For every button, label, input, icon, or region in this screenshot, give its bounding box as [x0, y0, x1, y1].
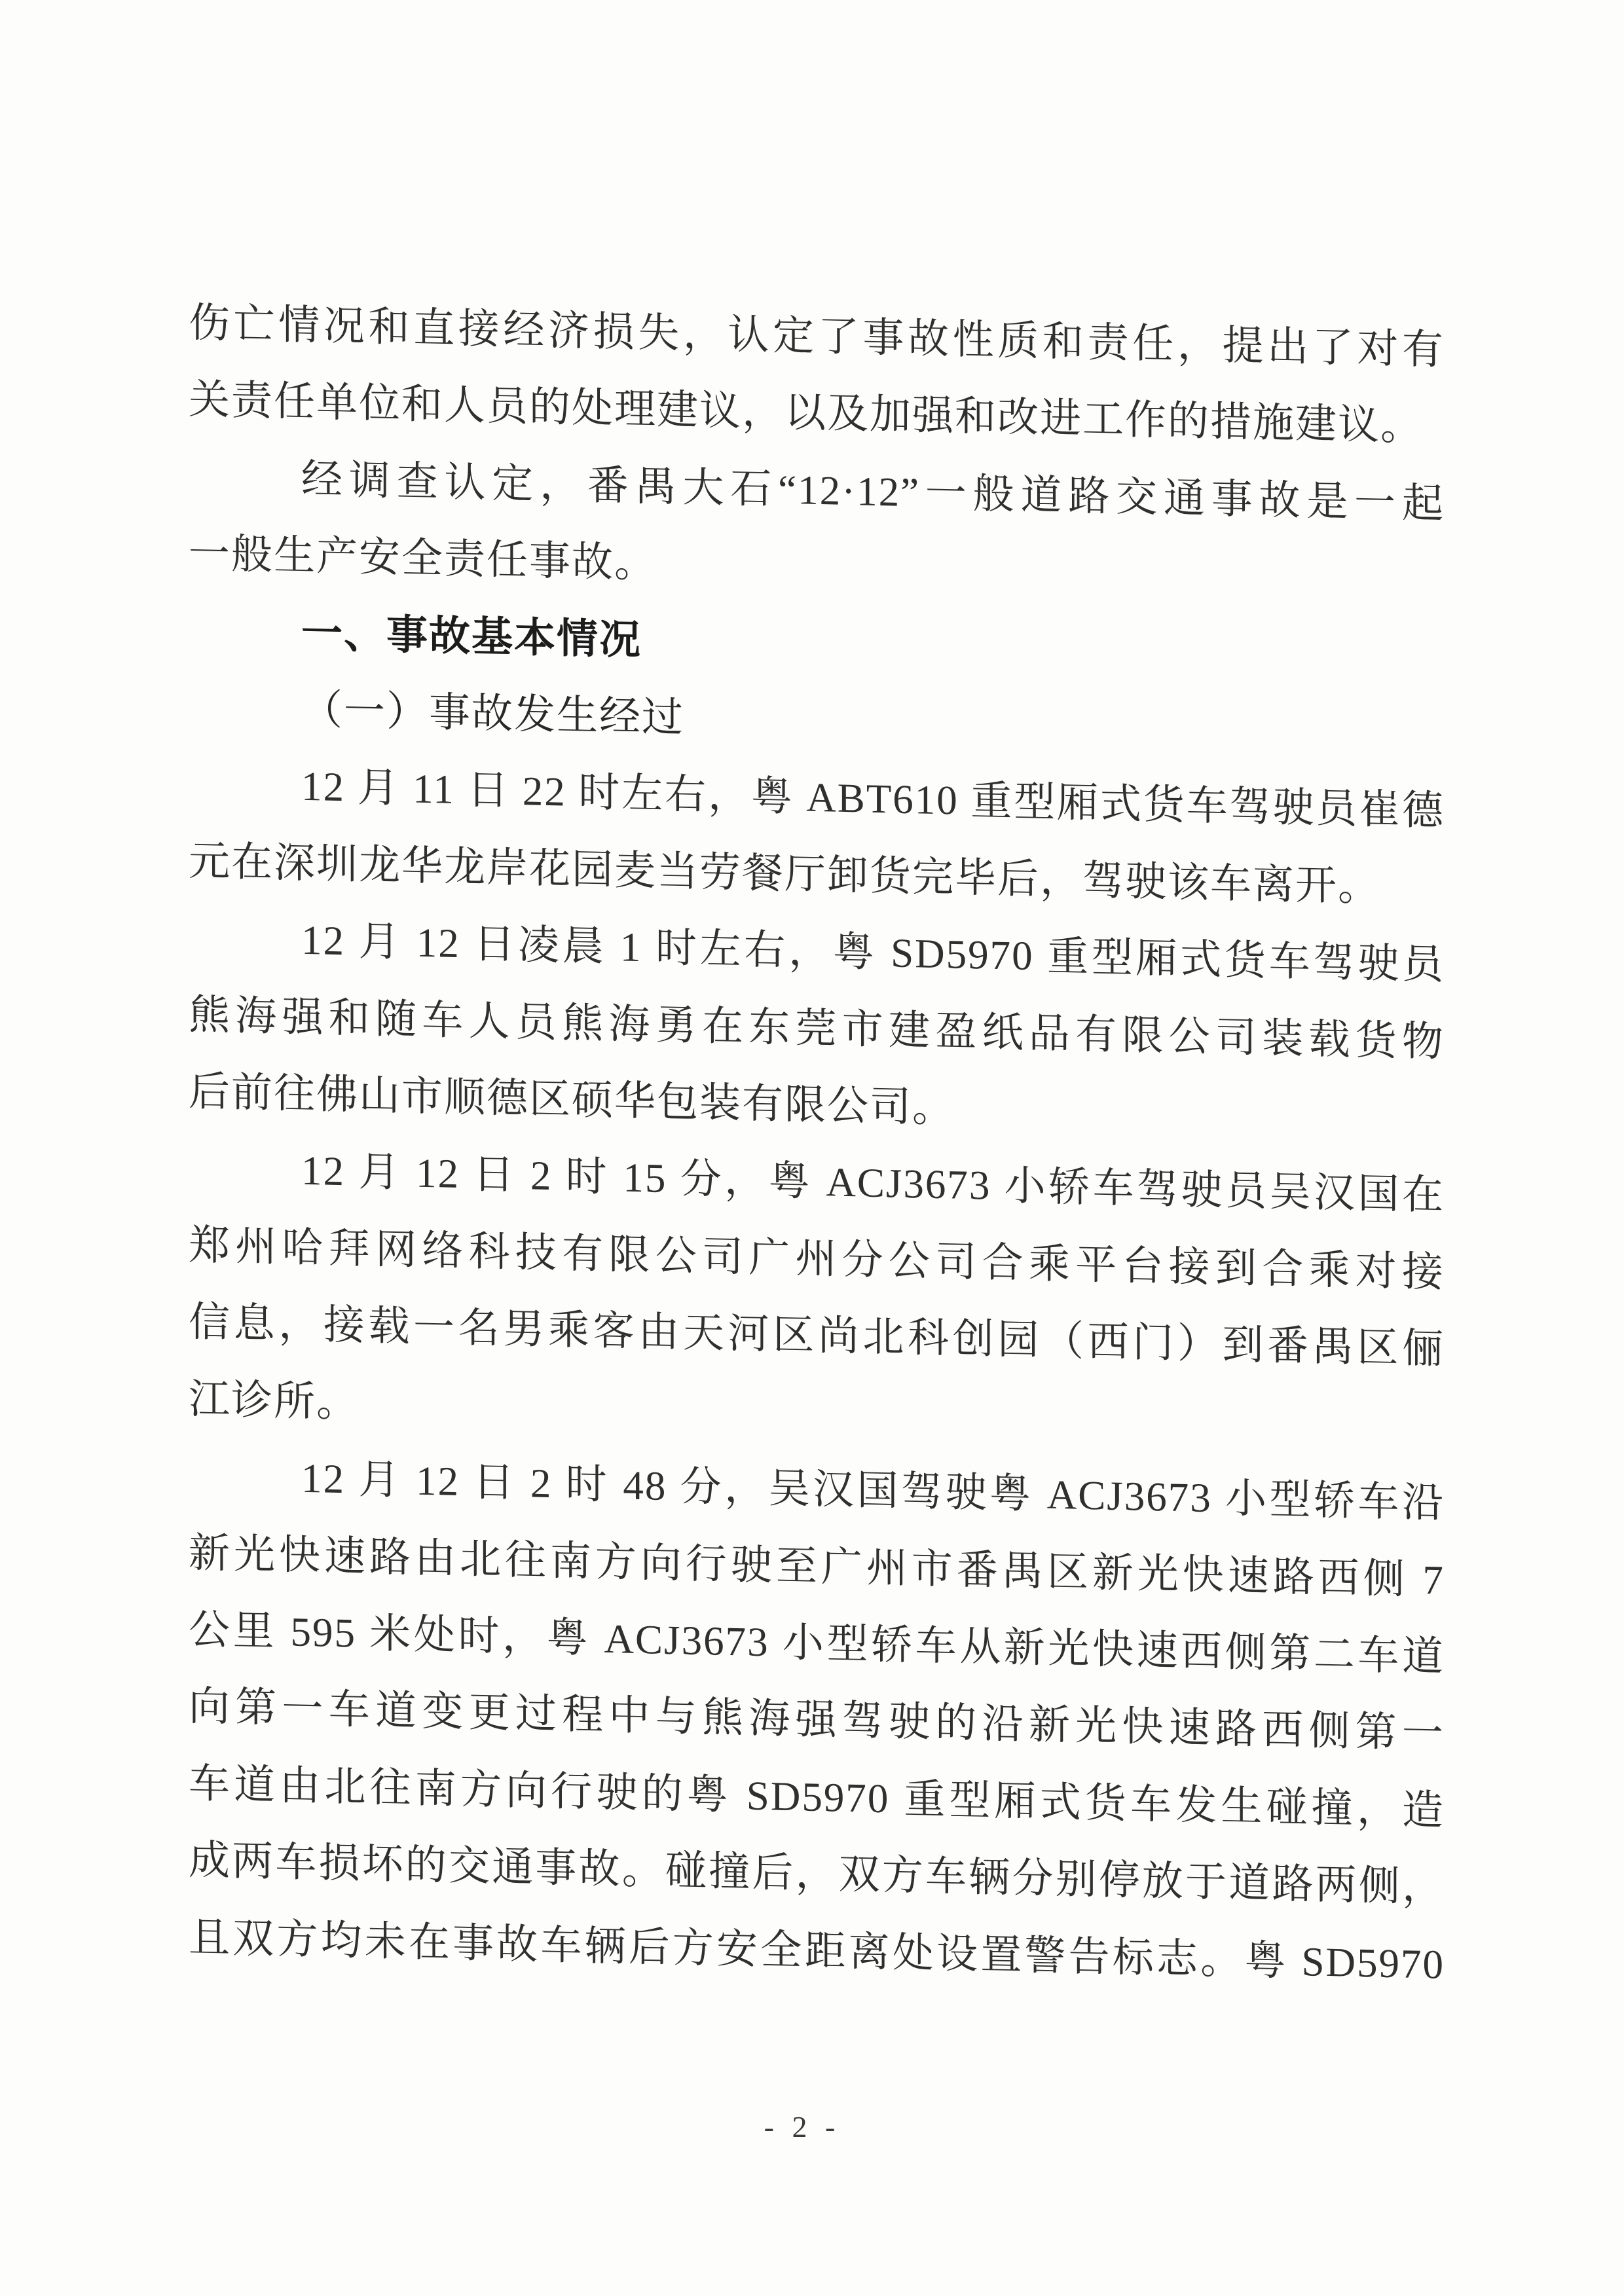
paragraph-line: 一般生产安全责任事故。 [189, 530, 657, 587]
paragraph-line: 伤亡情况和直接经济损失，认定了事故性质和责任，提出了对有 [189, 300, 1445, 373]
paragraph-line: 12 月 12 日 2 时 15 分，粤 ACJ3673 小轿车驾驶员吴汉国在 [301, 1148, 1445, 1219]
section-heading-line: 一、事故基本情况 [301, 610, 642, 663]
paragraph-line: 12 月 11 日 22 时左右，粤 ABT610 重型厢式货车驾驶员崔德 [301, 763, 1445, 835]
paragraph-line: 元在深圳龙华龙岸花园麦当劳餐厅卸货完毕后，驾驶该车离开。 [189, 837, 1380, 910]
paragraph-line: 12 月 12 日 2 时 48 分，吴汉国驾驶粤 ACJ3673 小型轿车沿 [301, 1455, 1445, 1526]
paragraph-line: 车道由北往南方向行驶的粤 SD5970 重型厢式货车发生碰撞，造 [189, 1760, 1445, 1834]
paragraph-line: 向第一车道变更过程中与熊海强驾驶的沿新光快速路西侧第一 [189, 1683, 1445, 1757]
paragraph-line: 12 月 12 日凌晨 1 时左右，粤 SD5970 重型厢式货车驾驶员 [301, 917, 1445, 989]
page-number: - 2 - [764, 2110, 841, 2143]
paragraph-line: 郑州哈拜网络科技有限公司广州分公司合乘平台接到合乘对接 [189, 1222, 1445, 1296]
paragraph-line: 经调查认定，番禺大石“12·12”一般道路交通事故是一起 [301, 456, 1445, 527]
paragraph-line: 信息，接载一名男乘客由天河区尚北科创园（西门）到番禺区俪 [189, 1299, 1445, 1373]
subsection-heading-line: （一）事故发生经过 [301, 686, 684, 741]
document-text [189, 285, 1445, 2003]
paragraph-line: 熊海强和随车人员熊海勇在东莞市建盈纸品有限公司装载货物 [189, 991, 1445, 1065]
paragraph-line: 新光快速路由北往南方向行驶至广州市番禺区新光快速路西侧 7 [189, 1529, 1445, 1603]
paragraph-line: 成两车损坏的交通事故。碰撞后，双方车辆分别停放于道路两侧， [189, 1837, 1445, 1910]
paragraph-line: 关责任单位和人员的处理建议，以及加强和改进工作的措施建议。 [189, 376, 1423, 450]
paragraph-line: 江诊所。 [189, 1376, 359, 1426]
paragraph-line: 后前往佛山市顺德区硕华包装有限公司。 [189, 1068, 955, 1131]
paragraph-line: 公里 595 米处时，粤 ACJ3673 小型轿车从新光快速西侧第二车道 [189, 1606, 1445, 1680]
paragraph-line: 且双方均未在事故车辆后方安全距离处设置警告标志。粤 SD5970 [189, 1914, 1445, 1988]
